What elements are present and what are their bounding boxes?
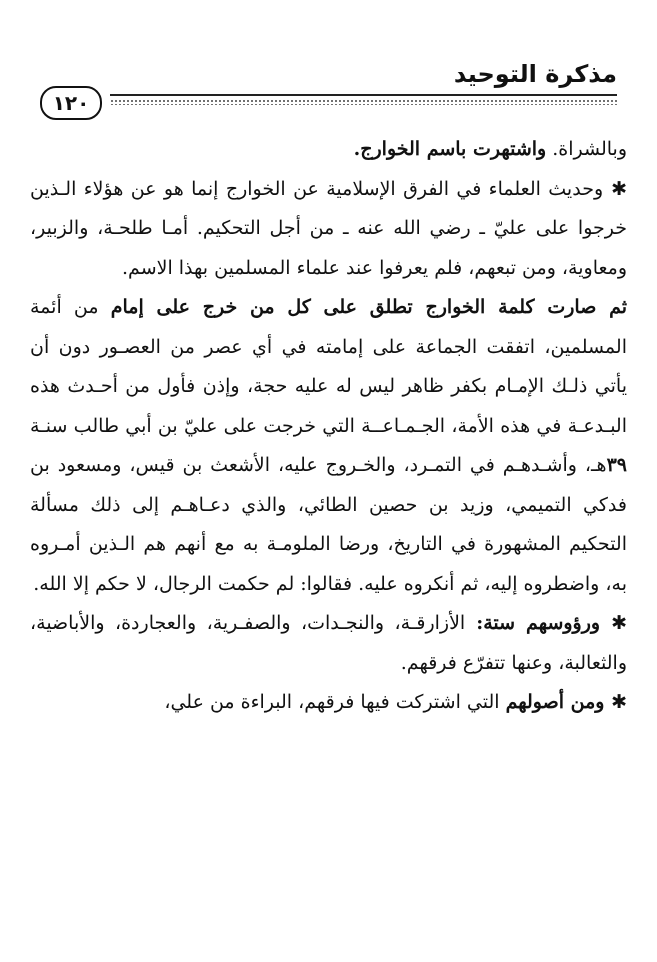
running-head-title: مذكرة التوحيد [453, 60, 617, 88]
bold-text-run: ومن أصولهم [505, 691, 605, 713]
bold-text-run: ورؤوسهم ستة: [465, 612, 601, 634]
paragraph [30, 170, 627, 289]
text-run: الأزارقـة، والنجـدات، والصفـرية، والعجاردة، والأباضية، والثعالبة، وعنها تتفرّع فرقهم. [30, 612, 627, 674]
asterisk-bullet-icon: ✱ [603, 177, 627, 200]
bold-text-run: ٣٩ [606, 454, 627, 476]
text-run: من أئمة المسلمين، اتفقت الجماعة على إمامته في أي عصر من العصـور دون أن يأتي ذلـك الإمـام بكفر ظاهر ليس له عليه حجة، وإذن فأول من أحـدث هذه البـدعـة في هذه الأمة، الجـمـاعــة التي خرجت على عليّ بن أبي طالب سنـة [30, 296, 627, 437]
page-number: ١٢٠ [40, 86, 102, 120]
body-text [30, 130, 627, 723]
paragraph [30, 683, 627, 723]
bold-text-run: واشتهرت باسم الخوارج. [353, 138, 547, 160]
paragraph [30, 604, 627, 683]
text-run: وحديث العلماء في الفرق الإسلامية عن الخوارج إنما هو عن هؤلاء الـذين خرجوا على عليّ ـ رضي الله عنه ـ من أجل التحكيم. أمـا طلحـة، والزبير، ومعاوية، ومن تبعهم، فلم يعرفوا عند علماء المسلمين بهذا الاسم. [30, 177, 627, 279]
text-run: هـ، وأشـدهـم في التمـرد، والخـروج عليه، الأشعث بن قيس، ومسعود بن فدكي التميمي، وزيد بن حصين الطائي، والذي دعـاهـم إلى ذلك مسألة التحكيم المشهورة في التاريخ، ورضا الملومـة به مع أنهم هم الـذين أمـروه به، واضطروه إليه، ثم أنكروه عليه. فقالوا: لم حكمت الرجال، لا حكم إلا الله. [30, 454, 627, 595]
bold-text-run: ثم صارت كلمة الخوارج تطلق على كل من خرج على إمام [110, 296, 628, 318]
paragraph [30, 288, 627, 604]
asterisk-bullet-icon: ✱ [600, 612, 627, 634]
paragraph [30, 130, 627, 170]
header-rule [110, 94, 617, 96]
text-run: وبالشراة. [546, 138, 627, 160]
header-dotted-rule [110, 99, 617, 105]
page-header [40, 58, 617, 118]
asterisk-bullet-icon: ✱ [604, 691, 627, 713]
text-run: التي اشتركت فيها فرقهم، البراءة من علي، [164, 691, 506, 713]
